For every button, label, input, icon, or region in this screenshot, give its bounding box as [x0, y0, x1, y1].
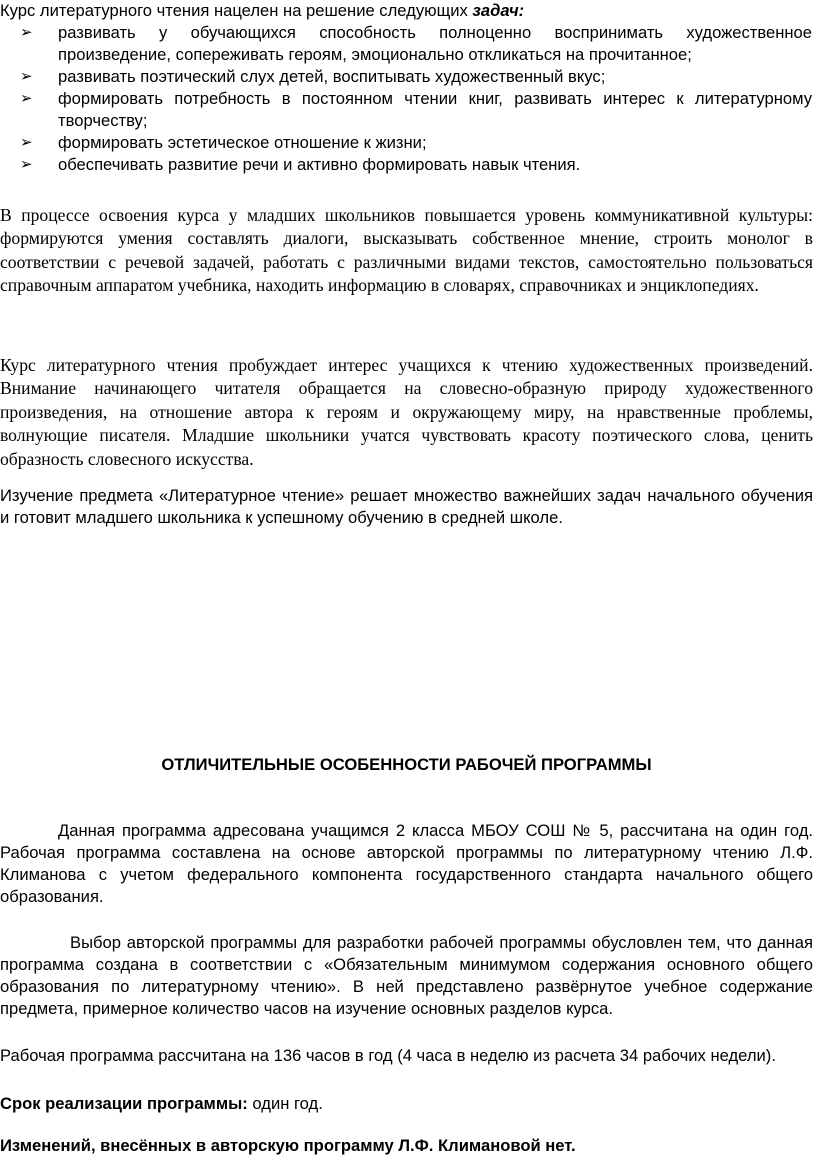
changes-paragraph [0, 1135, 813, 1157]
task-text: формировать потребность в постоянном чтении книг, развивать интерес к литературному творчеству; [58, 89, 812, 130]
term-line [0, 1093, 813, 1115]
list-item [0, 66, 812, 88]
goals-intro [0, 0, 812, 176]
study-paragraph [0, 485, 813, 529]
task-text: развивать поэтический слух детей, воспитывать художественный вкус; [58, 67, 606, 86]
communication-paragraph [0, 204, 813, 298]
changes-text: Изменений, внесённых в авторскую программу Л.Ф. Климановой нет. [0, 1136, 576, 1155]
paragraph-text: Рабочая программа рассчитана на 136 часов в год (4 часа в неделю из расчета 34 рабочих недели). [0, 1046, 776, 1065]
list-item [0, 22, 812, 66]
paragraph-text: Выбор авторской программы для разработки рабочей программы обусловлен тем, что данная программа создана в соответствии с «Обязательным минимумом содержания основного общего образования по литературному чтению». В ней представлено развёрнутое учебное содержание предмета, примерное количество часов на изучение основных разделов курса. [0, 933, 813, 1018]
task-text: формировать эстетическое отношение к жизни; [58, 133, 427, 152]
goals-lead-text: Курс литературного чтения нацелен на решение следующих [0, 1, 473, 20]
tasks-list [0, 22, 812, 176]
changes-line [0, 1135, 813, 1157]
interest-paragraph [0, 354, 813, 471]
arrow-bullet-icon: ➢ [20, 134, 33, 151]
arrow-bullet-icon: ➢ [20, 90, 33, 107]
arrow-bullet-icon: ➢ [20, 68, 33, 85]
term-label: Срок реализации программы: [0, 1094, 248, 1113]
task-text: развивать у обучающихся способность полноценно воспринимать художественное произведение, сопереживать героям, эмоционально откликаться на прочитанное; [58, 23, 812, 64]
task-text: обеспечивать развитие речи и активно формировать навык чтения. [58, 155, 581, 174]
term-paragraph [0, 1093, 813, 1115]
paragraph-text: Курс литературного чтения пробуждает интерес учащихся к чтению художественных произведений. Внимание начинающего читателя обращается на словесно-образную природу художественного произведения, на отношение автора к героям и окружающему миру, на нравственные проблемы, волнующие писателя. Младшие школьники учатся чувствовать красоту поэтического слова, ценить образность словесного искусства. [0, 355, 813, 469]
section-heading: ОТЛИЧИТЕЛЬНЫЕ ОСОБЕННОСТИ РАБОЧЕЙ ПРОГРАММЫ [161, 755, 652, 774]
paragraph-text: Данная программа адресована учащимся 2 класса МБОУ СОШ № 5, рассчитана на один год. Рабочая программа составлена на основе авторской программы по литературному чтению Л.Ф. Климанова с учетом федерального компонента государственного стандарта начального общего образования. [0, 821, 813, 906]
arrow-bullet-icon: ➢ [20, 156, 33, 173]
hours-paragraph [0, 1045, 813, 1067]
arrow-bullet-icon: ➢ [20, 24, 33, 41]
goals-lead-emphasis: задач: [472, 1, 525, 20]
addressed-paragraph [0, 820, 813, 908]
list-item [0, 154, 812, 176]
choice-paragraph [0, 932, 813, 1020]
paragraph-text: Изучение предмета «Литературное чтение» решает множество важнейших задач начального обучения и готовит младшего школьника к успешному обучению в средней школе. [0, 486, 813, 527]
paragraph-text: В процессе освоения курса у младших школьников повышается уровень коммуникативной культуры: формируются умения составлять диалоги, высказывать собственное мнение, строить монолог в соответствии с речевой задачей, работать с различными видами текстов, самостоятельно пользоваться справочным аппаратом учебника, находить информацию в словарях, справочниках и энциклопедиях. [0, 205, 813, 296]
goals-lead [0, 0, 812, 22]
term-value: один год. [247, 1094, 323, 1113]
list-item [0, 132, 812, 154]
list-item [0, 88, 812, 132]
